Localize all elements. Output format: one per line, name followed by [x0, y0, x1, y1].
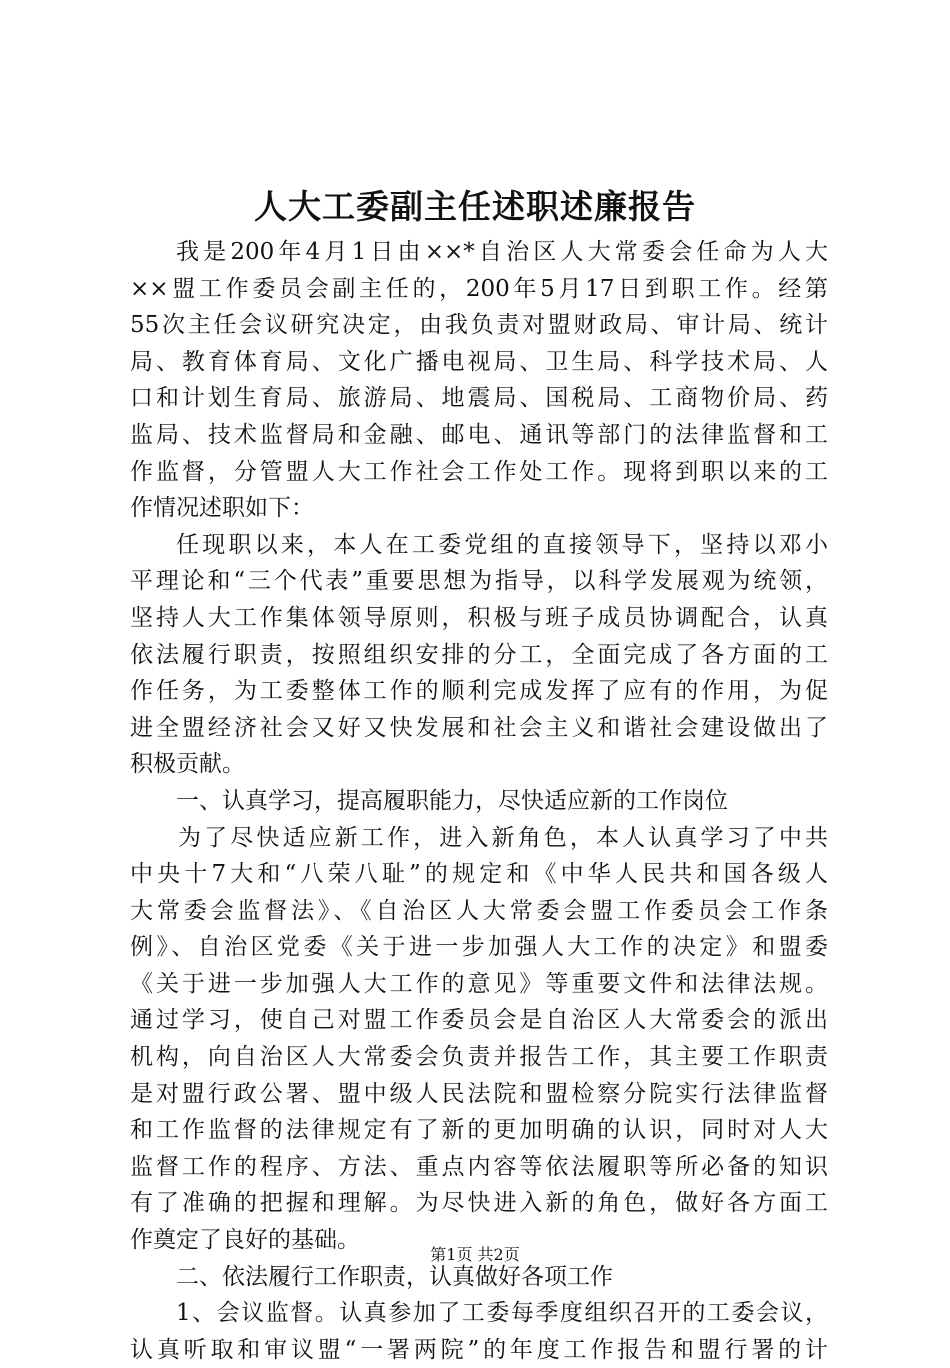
paragraph-line: 作任务，为工委整体工作的顺利完成发挥了应有的作用，为促 — [130, 678, 828, 705]
paragraph-line: 机构，向自治区人大常委会负责并报告工作，其主要工作职责 — [130, 1044, 828, 1071]
paragraph-line: 作奠定了良好的基础。 — [130, 1227, 360, 1254]
paragraph-line: 作情况述职如下： — [130, 495, 314, 522]
paragraph-line: 监局、技术监督局和金融、邮电、通讯等部门的法律监督和工 — [130, 421, 828, 448]
section-heading: 二、依法履行工作职责，认真做好各项工作 — [176, 1263, 613, 1290]
paragraph-line: 坚持人大工作集体领导原则，积极与班子成员协调配合，认真 — [130, 604, 828, 631]
paragraph-line: 为了尽快适应新工作，进入新角色，本人认真学习了中共 — [178, 824, 828, 851]
paragraph-line: 我是200年4月1日由××*自治区人大常委会任命为人大 — [176, 239, 828, 265]
paragraph-line: 任现职以来，本人在工委党组的直接领导下，坚持以邓小 — [176, 531, 828, 558]
paragraph-line: 依法履行职责，按照组织安排的分工，全面完成了各方面的工 — [130, 641, 828, 668]
paragraph-line: 55次主任会议研究决定，由我负责对盟财政局、审计局、统计 — [130, 312, 828, 339]
paragraph-line: 1、会议监督。认真参加了工委每季度组织召开的工委会议， — [176, 1300, 828, 1327]
page-number-footer: 第1页 共2页 — [430, 1245, 520, 1264]
paragraph-line: 进全盟经济社会又好又快发展和社会主义和谐社会建设做出了 — [130, 714, 828, 741]
paragraph-line: 积极贡献。 — [130, 751, 245, 778]
section-heading: 一、认真学习，提高履职能力，尽快适应新的工作岗位 — [176, 787, 728, 814]
paragraph-line: 中央十7大和“八荣八耻”的规定和《中华人民共和国各级人 — [130, 861, 828, 888]
paragraph-line: 口和计划生育局、旅游局、地震局、国税局、工商物价局、药 — [130, 385, 828, 412]
document-body — [130, 234, 828, 1368]
paragraph-line: 大常委会监督法》、《自治区人大常委会盟工作委员会工作条 — [130, 897, 828, 924]
document-title: 人大工委副主任述职述廉报告 — [254, 187, 696, 226]
paragraph-line: 例》、自治区党委《关于进一步加强人大工作的决定》和盟委 — [130, 934, 828, 961]
paragraph-line: 局、教育体育局、文化广播电视局、卫生局、科学技术局、人 — [130, 348, 828, 375]
paragraph-line: 和工作监督的法律规定有了新的更加明确的认识，同时对人大 — [130, 1117, 828, 1144]
paragraph-line: 认真听取和审议盟“一署两院”的年度工作报告和盟行署的计 — [130, 1336, 828, 1363]
paragraph-line: 作监督，分管盟人大工作社会工作处工作。现将到职以来的工 — [130, 458, 828, 485]
paragraph-line: 监督工作的程序、方法、重点内容等依法履职等所必备的知识 — [130, 1153, 828, 1180]
paragraph-line: 《关于进一步加强人大工作的意见》等重要文件和法律法规。 — [130, 970, 828, 997]
paragraph-line: 是对盟行政公署、盟中级人民法院和盟检察分院实行法律监督 — [130, 1080, 828, 1107]
paragraph-line: 平理论和“三个代表”重要思想为指导，以科学发展观为统领， — [130, 568, 828, 595]
paragraph-line: 通过学习，使自己对盟工作委员会是自治区人大常委会的派出 — [130, 1007, 828, 1034]
paragraph-line: ××盟工作委员会副主任的，200年5月17日到职工作。经第 — [130, 275, 828, 302]
paragraph-line: 有了准确的把握和理解。为尽快进入新的角色，做好各方面工 — [130, 1190, 828, 1217]
